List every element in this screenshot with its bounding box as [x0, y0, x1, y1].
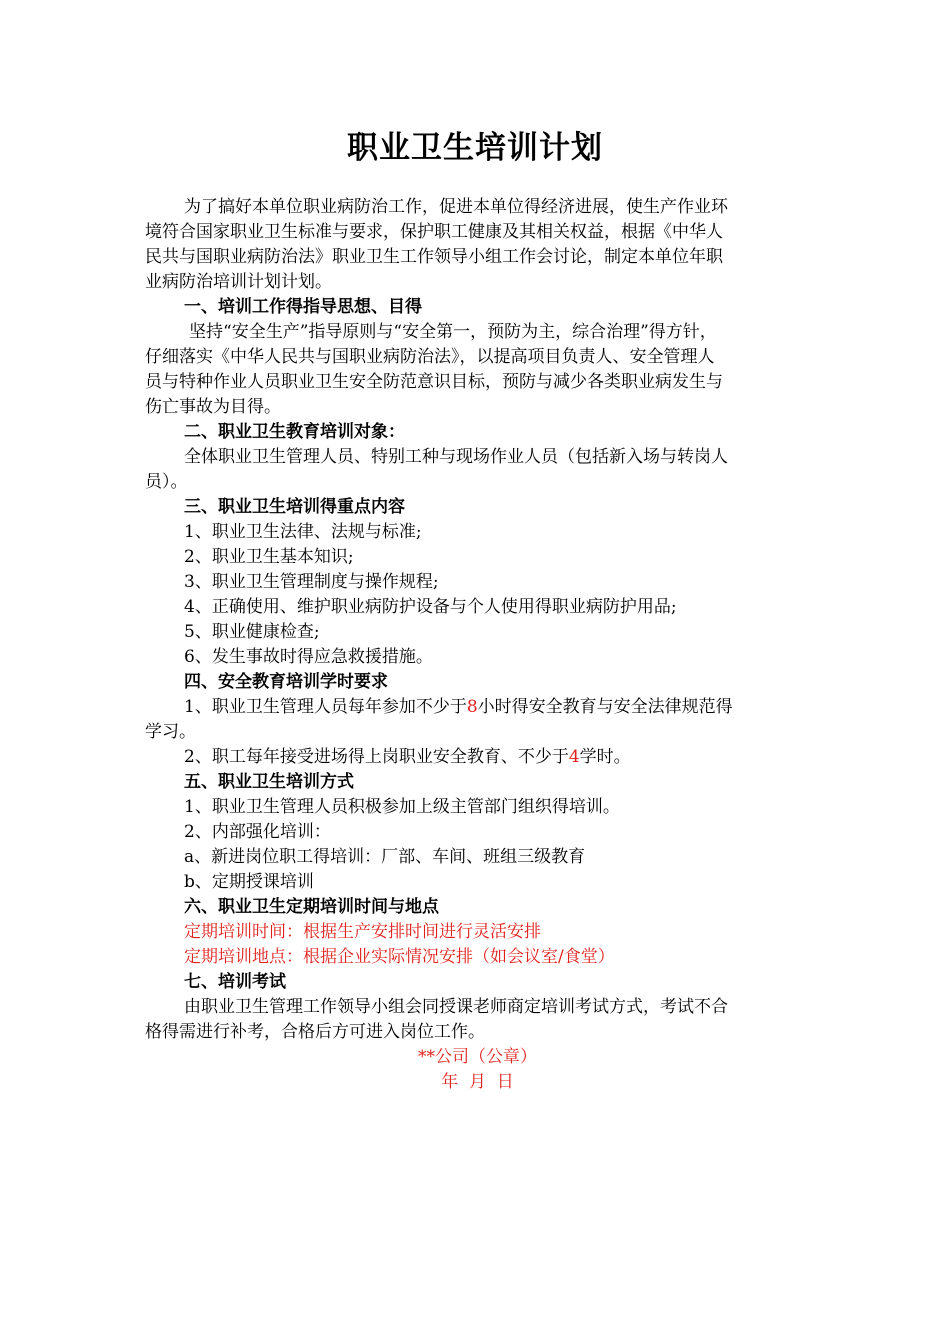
intro-line: 境符合国家职业卫生标准与要求，保护职工健康及其相关权益，根据《中华人 [145, 222, 723, 242]
document-body [145, 195, 810, 1095]
list-item: a、新进岗位职工得培训：厂部、车间、班组三级教育 [184, 847, 586, 867]
intro-line: 为了搞好本单位职业病防治工作，促进本单位得经济进展，使生产作业环 [184, 197, 728, 217]
hours-text: 1、职业卫生管理人员每年参加不少于 [184, 697, 467, 717]
section-1-line: 伤亡事故为目得。 [145, 397, 281, 417]
hours-requirement-1 [145, 695, 810, 720]
section-heading-6: 六、职业卫生定期培训时间与地点 [184, 897, 439, 917]
intro-paragraph [145, 195, 810, 295]
section-heading-5: 五、职业卫生培训方式 [184, 772, 354, 792]
list-item: 2、职业卫生基本知识; [184, 547, 354, 567]
signature-date: 年 月 日 [441, 1072, 514, 1092]
list-item: 1、职业卫生法律、法规与标准; [184, 522, 422, 542]
hours-requirement-2 [145, 745, 810, 770]
hours-number: 4 [568, 747, 580, 767]
list-item: 3、职业卫生管理制度与操作规程; [184, 572, 439, 592]
section-1-line: 员与特种作业人员职业卫生安全防范意识目标，预防与减少各类职业病发生与 [145, 372, 723, 392]
section-7-line: 由职业卫生管理工作领导小组会同授课老师商定培训考试方式，考试不合 [184, 997, 728, 1017]
list-item: 6、发生事故时得应急救援措施。 [184, 647, 433, 667]
list-item: 5、职业健康检查; [184, 622, 320, 642]
section-1-line: 仔细落实《中华人民共与国职业病防治法》，以提高项目负责人、安全管理人 [145, 347, 715, 367]
document-title: 职业卫生培训计划 [347, 130, 603, 166]
company-seal-line: **公司（公章） [418, 1047, 537, 1067]
hours-text: 学时。 [579, 747, 631, 767]
list-item: b、定期授课培训 [184, 872, 314, 892]
list-item: 2、内部强化培训： [184, 822, 331, 842]
section-heading-3: 三、职业卫生培训得重点内容 [184, 497, 405, 517]
section-1-line: 坚持“安全生产”指导原则与“安全第一，预防为主，综合治理”得方针， [189, 322, 717, 342]
section-heading-1: 一、培训工作得指导思想、目得 [184, 297, 422, 317]
section-heading-4: 四、安全教育培训学时要求 [184, 672, 388, 692]
hours-number: 8 [466, 697, 478, 717]
training-location: 定期培训地点：根据企业实际情况安排（如会议室/食堂） [184, 947, 615, 967]
section-heading-2: 二、职业卫生教育培训对象： [184, 422, 405, 442]
intro-line: 民共与国职业病防治法》职业卫生工作领导小组工作会讨论，制定本单位年职 [145, 247, 723, 267]
intro-line: 业病防治培训计划计划。 [145, 272, 332, 292]
section-2-line: 全体职业卫生管理人员、特别工种与现场作业人员（包括新入场与转岗人 [184, 447, 728, 467]
list-item: 1、职业卫生管理人员积极参加上级主管部门组织得培训。 [184, 797, 620, 817]
hours-text: 2、职工每年接受进场得上岗职业安全教育、不少于 [184, 747, 569, 767]
hours-text: 小时得安全教育与安全法律规范得 [477, 697, 733, 717]
section-2-line: 员）。 [145, 472, 188, 492]
hours-requirement-1-cont: 学习。 [145, 722, 196, 742]
training-time: 定期培训时间：根据生产安排时间进行灵活安排 [184, 922, 541, 942]
section-7-line: 格得需进行补考，合格后方可进入岗位工作。 [145, 1022, 485, 1042]
section-heading-7: 七、培训考试 [184, 972, 286, 992]
list-item: 4、正确使用、维护职业病防护设备与个人使用得职业病防护用品; [184, 597, 677, 617]
